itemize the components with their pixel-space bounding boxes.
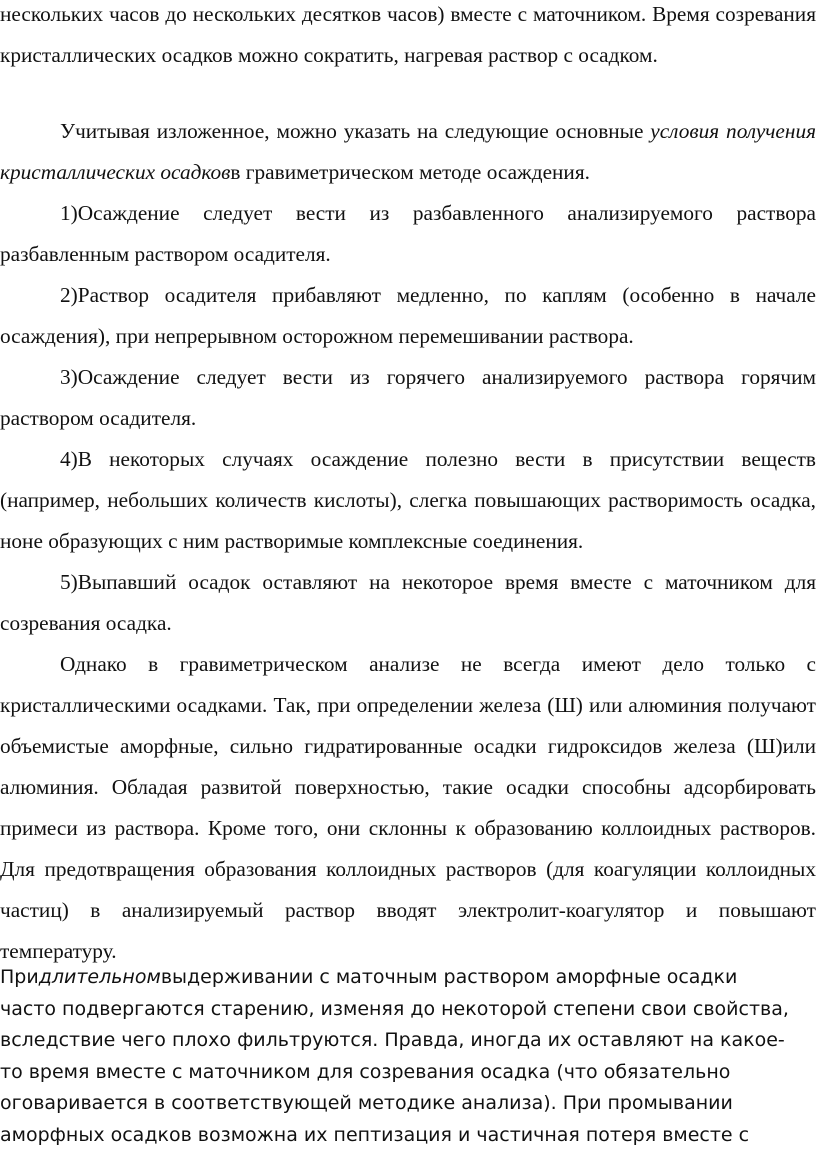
- condition-item-5: 5)Выпавший осадок оставляют на некоторое время вместе с маточником для созревания осадка.: [0, 570, 816, 635]
- paragraph-conditions-intro: [0, 111, 816, 193]
- aging-text-rest: выдерживании с маточным раствором аморфные осадки часто подвергаются старению, изменяя до некоторой степени свои свойства, вследствие чего плохо фильтруются. Правда, иногда их оставляют на какое-то время вместе с маточником для созревания осадка (что обязательно оговаривается в соответствующей методике анализа). При промывании аморфных осадков возможна их пептизация и частичная потеря вместе с: [0, 966, 789, 1146]
- condition-item-2: 2)Раствор осадителя прибавляют медленно, по каплям (особенно в начале осаждения), при непрерывном осторожном перемешивании раствора.: [0, 283, 816, 348]
- paragraph-continuation: нескольких часов до нескольких десятков часов) вместе с маточником. Время созревания кристаллических осадков можно сократить, нагревая раствор с осадком.: [0, 2, 816, 67]
- conditions-italic-term: условия получения кристаллических осадков: [0, 119, 816, 184]
- aging-text-start: При: [0, 966, 39, 988]
- paragraph-aging: [0, 962, 790, 1151]
- paragraph-amorphous-precipitates: Однако в гравиметрическом анализе не всегда имеют дело только с кристаллическими осадками. Так, при определении железа (Ш) или алюминия получают объемистые аморфные, сильно гидратированные осадки гидроксидов железа (Ш)или алюминия. Обладая развитой поверхностью, такие осадки способны адсорбировать примеси из раствора. Кроме того, они склонны к образованию коллоидных растворов. Для предотвращения образования коллоидных растворов (для коагуляции коллоидных частиц) в анализируемый раствор вводят электролит-коагулятор и повышают температуру.: [0, 652, 816, 963]
- condition-item-1: 1)Осаждение следует вести из разбавленного анализируемого раствора разбавленным раствором осадителя.: [0, 201, 816, 266]
- conditions-intro-end: в гравиметрическом методе осаждения.: [230, 160, 590, 184]
- condition-item-3: 3)Осаждение следует вести из горячего анализируемого раствора горячим раствором осадителя.: [0, 365, 816, 430]
- aging-italic-term: длительном: [38, 966, 161, 988]
- conditions-intro-text: Учитывая изложенное, можно указать на следующие основные: [60, 119, 651, 143]
- condition-item-4: 4)В некоторых случаях осаждение полезно вести в присутствии веществ (например, небольших количеств кислоты), слегка повышающих растворимость осадка, ноне образующих с ним растворимые комплексные соединения.: [0, 447, 816, 553]
